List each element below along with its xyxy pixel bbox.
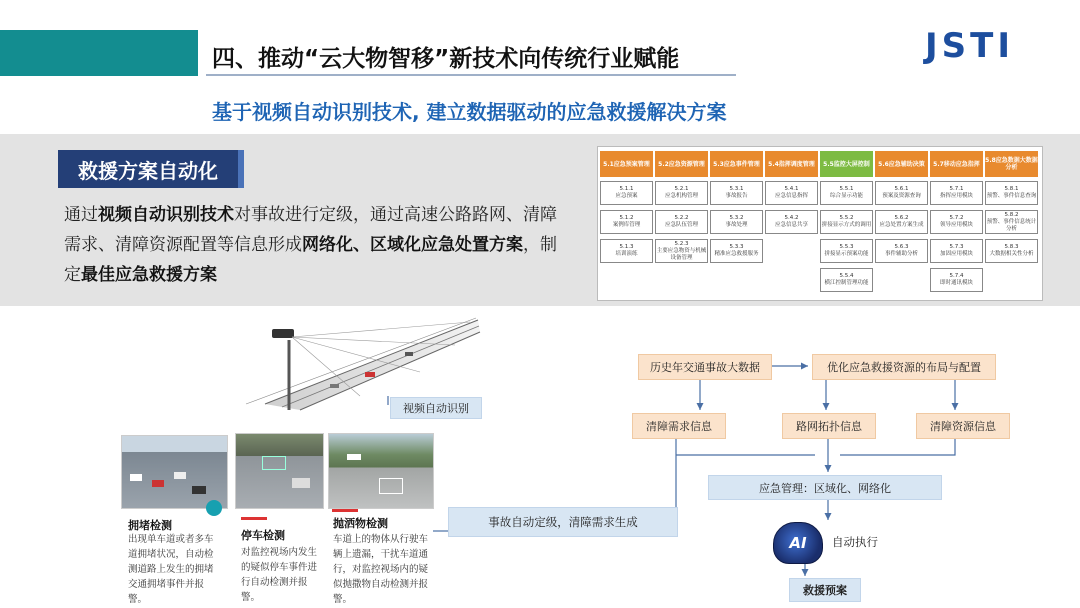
- body-text: 通过: [64, 205, 98, 225]
- arch-cell-id: 5.8.3: [1004, 244, 1019, 250]
- arch-cell-name: 横江控制管理功能: [824, 280, 869, 286]
- arch-cell-name: 事件辅助分析: [884, 251, 918, 257]
- optimize-resource-box: 优化应急救援资源的布局与配置: [812, 354, 996, 380]
- detection-title-debris: 抛洒物检测: [333, 517, 388, 530]
- congestion-photo: [121, 435, 228, 509]
- arch-cell-id: 5.5.2: [839, 215, 854, 221]
- arch-cell-name: 培训演练: [615, 251, 638, 257]
- arch-cell-id: 5.1.3: [619, 244, 634, 250]
- arch-cell-name: 应急处置方案生成: [879, 222, 924, 228]
- arch-cell-name: 大数据相关性分析: [989, 251, 1034, 257]
- debris-photo: [328, 433, 434, 509]
- arch-cell-name: 指挥应用模块: [939, 193, 973, 199]
- arch-cell-name: 应急信息共享: [774, 222, 808, 228]
- arch-cell-name: 预警、事件信息查询: [986, 193, 1037, 199]
- arch-cell-id: 5.4.1: [784, 186, 799, 192]
- arch-cell-id: 5.1.2: [619, 215, 634, 221]
- arch-cell-name: 拼接显示预案功能: [824, 251, 869, 257]
- arch-cell-name: 预警、事件信息统计分析: [986, 218, 1037, 232]
- arch-cell-name: 应急机构管理: [664, 193, 698, 199]
- clear-resource-box: 清障资源信息: [916, 413, 1010, 439]
- arch-cell-name: 事故报告: [725, 193, 748, 199]
- arch-cell-id: 5.5.1: [839, 186, 854, 192]
- arch-cell-id: 5.2.1: [674, 186, 689, 192]
- body-text: ，制定: [64, 235, 557, 285]
- emphasis-text: 最佳应急救援方案: [81, 265, 217, 285]
- arch-header: 5.2应急资源管理: [655, 151, 708, 177]
- arch-cell-id: 5.3.3: [729, 244, 744, 250]
- arch-header: 5.6应急辅助决策: [875, 151, 928, 177]
- ai-label: AI: [789, 534, 807, 552]
- arch-cell-id: 5.2.3: [674, 240, 689, 247]
- auto-execute-label: 自动执行: [832, 535, 878, 549]
- section-label: 救援方案自动化: [58, 150, 238, 188]
- arch-cell-id: 5.7.1: [949, 186, 964, 192]
- network-topology-box: 路网拓扑信息: [782, 413, 876, 439]
- arch-cell-id: 5.7.4: [949, 273, 964, 279]
- arch-cell-id: 5.4.2: [784, 215, 799, 221]
- arch-cell-id: 5.6.2: [894, 215, 909, 221]
- arch-cell-id: 5.6.1: [894, 186, 909, 192]
- arch-header: 5.5监控大屏控制: [820, 151, 873, 177]
- company-logo: JSTI: [925, 26, 1014, 66]
- arch-cell-id: 5.7.2: [949, 215, 964, 221]
- parking-photo: [235, 433, 324, 509]
- arch-cell-id: 5.8.1: [1004, 186, 1019, 192]
- arch-cell-name: 综合显示功能: [829, 193, 863, 199]
- arch-cell-id: 5.6.3: [894, 244, 909, 250]
- arch-cell-name: 预案及资源查询: [882, 193, 921, 199]
- emphasis-text: 网络化、区域化应急处置方案: [302, 235, 523, 255]
- body-text: 对事故进行定级，通过高速公路路网、清障需求、清障资源配置等信息形成: [64, 205, 557, 255]
- incident-classification-label: 事故自动定级，清障需求生成: [448, 507, 678, 537]
- arch-cell-id: 5.2.2: [674, 215, 689, 221]
- arch-cell-id: 5.3.1: [729, 186, 744, 192]
- arch-cell-name: 应急预案: [615, 193, 638, 199]
- arch-cell-name: 加固应用模块: [939, 251, 973, 257]
- arch-header: 5.1应急预案管理: [600, 151, 653, 177]
- detection-title-congestion: 拥堵检测: [128, 519, 172, 532]
- rescue-plan-box: 救援预案: [789, 578, 861, 602]
- arch-cell-name: 拼接显示方式的调用: [821, 222, 872, 228]
- arch-cell-name: 即时通讯模块: [939, 280, 973, 286]
- arch-cell-name: 领导应用模块: [939, 222, 973, 228]
- emergency-management-box: 应急管理：区域化、网络化: [708, 475, 942, 500]
- arch-header: 5.7移动应急指挥: [930, 151, 983, 177]
- arch-cell-name: 应急信息指挥: [774, 193, 808, 199]
- page-title: 四、推动“云大物智移”新技术向传统行业赋能: [212, 46, 680, 72]
- detection-title-parking: 停车检测: [241, 529, 285, 542]
- arch-cell-name: 精准应急救援服务: [714, 251, 759, 257]
- arch-header: 5.4指挥调度管理: [765, 151, 818, 177]
- arch-cell-id: 5.8.2: [1004, 211, 1019, 218]
- arch-cell-id: 5.7.3: [949, 244, 964, 250]
- arch-header: 5.8应急数据大数据分析: [985, 151, 1038, 177]
- arch-cell-id: 5.5.3: [839, 244, 854, 250]
- detection-marker: [332, 509, 358, 512]
- emphasis-text: 视频自动识别技术: [98, 205, 234, 225]
- arch-cell-name: 应急队伍管理: [664, 222, 698, 228]
- arch-cell-name: 事故处理: [725, 222, 748, 228]
- ai-brain-icon: [773, 522, 823, 564]
- arch-header: 5.3应急事件管理: [710, 151, 763, 177]
- arch-cell-name: 案例库管理: [612, 222, 641, 228]
- page-subtitle: 基于视频自动识别技术, 建立数据驱动的应急救援解决方案: [212, 100, 727, 124]
- detection-text-congestion: 出现单车道或者多车道拥堵状况，自动检测道路上发生的拥堵交通拥堵事件并报警。: [128, 534, 214, 605]
- arch-cell-id: 5.1.1: [619, 186, 634, 192]
- detection-text-debris: 车道上的物体从行驶车辆上遗漏，干扰车道通行，对监控视场内的疑似抛撒物自动检测并报警。: [333, 534, 429, 605]
- arch-cell-name: 主要应急物资与机械设备管理: [656, 247, 707, 261]
- arch-cell-id: 5.5.4: [839, 273, 854, 279]
- detection-marker: [241, 517, 267, 520]
- clear-demand-box: 清障需求信息: [632, 413, 726, 439]
- detection-text-parking: 对监控视场内发生的疑似停车事件进行自动检测并报警。: [241, 547, 318, 603]
- arch-cell-id: 5.3.2: [729, 215, 744, 221]
- video-recognition-label: 视频自动识别: [390, 397, 482, 419]
- history-data-box: 历史年交通事故大数据: [638, 354, 772, 380]
